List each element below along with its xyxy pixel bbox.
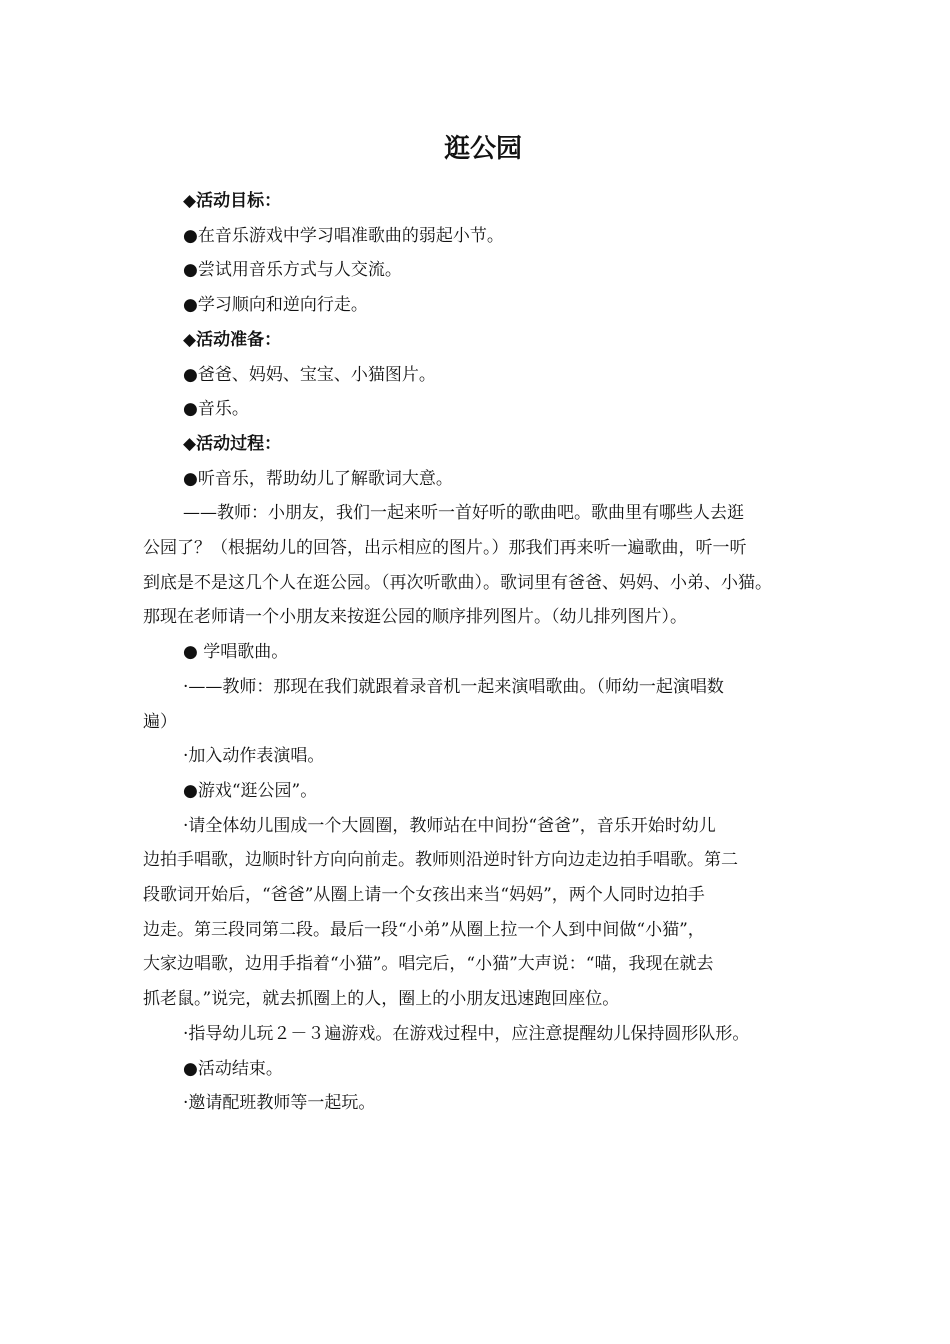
goal-item-3: ●学习顺向和逆向行走。: [183, 295, 368, 316]
paragraph-line: ·请全体幼儿围成一个大圆圈，教师站在中间扮“爸爸”，音乐开始时幼儿: [183, 815, 716, 836]
paragraph-line: 段歌词开始后，“爸爸”从圈上请一个女孩出来当“妈妈”，两个人同时边拍手: [143, 885, 705, 906]
goal-item-2: ●尝试用音乐方式与人交流。: [183, 260, 402, 281]
process-step-3: ●游戏“逛公园”。: [183, 780, 318, 801]
paragraph-line: ·——教师：那现在我们就跟着录音机一起来演唱歌曲。（师幼一起演唱数: [183, 676, 724, 697]
paragraph-line: ·加入动作表演唱。: [183, 746, 325, 767]
document-title: 逛公园: [443, 134, 522, 164]
document-body: [143, 184, 823, 1121]
section-heading-preparation: ◆活动准备：: [183, 329, 282, 350]
process-step-2: ● 学唱歌曲。: [183, 642, 289, 663]
section-heading-goals: ◆活动目标：: [183, 191, 282, 211]
section-heading-process: ◆活动过程：: [183, 433, 282, 454]
paragraph-line: ·指导幼儿玩２－３遍游戏。在游戏过程中，应注意提醒幼儿保持圆形队形。: [183, 1023, 750, 1044]
paragraph-line: 边拍手唱歌，边顺时针方向向前走。教师则沿逆时针方向边走边拍手唱歌。第二: [143, 850, 738, 871]
paragraph-line: 那现在老师请一个小朋友来按逛公园的顺序排列图片。（幼儿排列图片）。: [143, 607, 687, 628]
paragraph-line: 到底是不是这几个人在逛公园。（再次听歌曲）。歌词里有爸爸、妈妈、小弟、小猫。: [143, 572, 772, 593]
preparation-item-2: ●音乐。: [183, 399, 249, 420]
process-step-4: ●活动结束。: [183, 1058, 283, 1079]
paragraph-line: 遍）: [143, 711, 177, 732]
paragraph-line: 抓老鼠。”说完，就去抓圈上的人，圈上的小朋友迅速跑回座位。: [143, 989, 620, 1010]
goal-item-1: ●在音乐游戏中学习唱准歌曲的弱起小节。: [183, 225, 504, 246]
paragraph-line: ·邀请配班教师等一起玩。: [183, 1093, 376, 1114]
process-step-1: ●听音乐，帮助幼儿了解歌词大意。: [183, 468, 453, 489]
paragraph-line: ——教师：小朋友，我们一起来听一首好听的歌曲吧。歌曲里有哪些人去逛: [183, 503, 744, 524]
paragraph-line: 大家边唱歌，边用手指着“小猫”。唱完后，“小猫”大声说：“喵，我现在就去: [143, 954, 714, 975]
paragraph-line: 边走。第三段同第二段。最后一段“小弟”从圈上拉一个人到中间做“小猫”，: [143, 919, 705, 940]
paragraph-line: 公园了？（根据幼儿的回答，出示相应的图片。）那我们再来听一遍歌曲，听一听: [143, 538, 747, 559]
preparation-item-1: ●爸爸、妈妈、宝宝、小猫图片。: [183, 364, 436, 385]
